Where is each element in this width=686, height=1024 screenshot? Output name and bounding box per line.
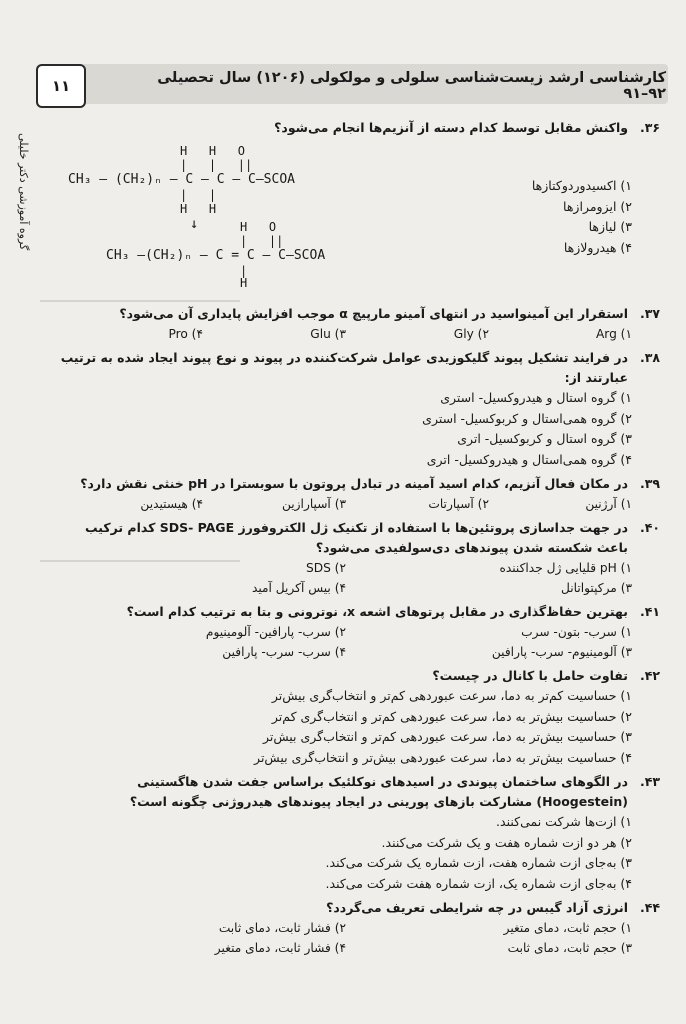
option: ۱) آرژنین [585,497,632,511]
question-number: ۴۰. [639,520,660,535]
option: ۳) گروه استال و کربوکسیل- اتری [457,431,632,446]
product-top-h: H O [240,220,277,234]
formula-main: CH₃ – (CH₂)ₙ – C – C – C–SCOA [68,172,295,187]
question-text: انرژی آزاد گیبس در چه شرایطی تعریف می‌گردد؟ [326,900,628,915]
options [60,494,660,514]
arrow-down-icon: ↓ [190,216,199,232]
option: ۴) فشار ثابت، دمای متغیر [214,941,346,955]
questions [60,118,660,962]
page-title: کارشناسی ارشد زیست‌شناسی سلولی و مولکولی (۱۲۰۶) سال تحصیلی ۹۲–۹۱ [157,70,666,102]
question-39 [60,474,660,514]
option: ۳) آسپارازین [282,497,346,511]
option: ۲) Gly [453,327,489,341]
option: ۳) مرکپتواتانل [561,581,632,595]
option: ۴) هیستیدین [140,497,203,511]
option: ۱) ازت‌ها شرکت نمی‌کنند. [496,814,632,829]
option: ۱) گروه استال و هیدروکسیل- استری [440,390,632,405]
question-number: ۴۴. [639,900,660,915]
question-text: در جهت جداسازی پروتئین‌ها با استفاده از تکنیک ژل الکتروفورز SDS- PAGE کدام ترکیب باعث شکسته شدن پیوندهای دی‌سولفیدی می‌شود؟ [84,520,628,555]
option: ۱) سرب- بتون- سرب [521,625,632,639]
question-41 [60,602,660,662]
option: ۳) آلومینیوم- سرب- پارافین [491,645,632,659]
option: ۱) Arg [595,327,632,341]
side-label: گروه آموزشی دکتر خلیلی [17,132,30,250]
option: ۲) سرب- پارافین- آلومینیوم [205,625,346,639]
question-text: بهترین حفاظ‌گذاری در مقابل پرتوهای اشعه x، نوترونی و بتا به ترتیب کدام است؟ [126,604,628,619]
option: ۲) فشار ثابت، دمای ثابت [218,921,346,935]
option: ۴) Pro [168,327,203,341]
option: ۴) حساسیت بیش‌تر به دما، سرعت عبوردهی بیش‌تر و انتخاب‌گری بیش‌تر [254,749,632,765]
options [60,686,660,768]
question-44 [60,898,660,958]
question-number: ۳۶. [639,120,660,135]
option: ۳) Glu [310,327,346,341]
option: ۴) به‌جای ازت شماره یک، ازت شماره هفت شرکت می‌کند. [325,875,632,891]
question-text: استقرار این آمینواسید در انتهای آمینو مارپیچ α موجب افزایش پایداری آن می‌شود؟ [119,306,628,321]
question-43 [60,772,660,894]
question-number: ۴۳. [639,774,660,789]
options [60,324,660,344]
product-bottom-h: H [240,276,248,290]
question-text: در فرایند تشکیل پیوند گلیکوزیدی عوامل شرکت‌کننده در پیوند و نوع پیوند ایجاد شده به ترتیب عبارتند از: [60,350,628,385]
option: ۲) هر دو ازت شماره هفت و یک شرکت می‌کنند. [381,834,632,850]
question-text: در مکان فعال آنزیم، کدام اسید آمینه در تبادل پروتون با سوبسترا در pH خنثی نقش دارد؟ [80,476,628,491]
options [60,388,660,470]
options [60,812,660,894]
question-number: ۴۱. [639,604,660,619]
options [60,176,660,258]
options [60,622,660,662]
question-text: در الگوهای ساختمان پیوندی در اسیدهای نوکلئیک براساس جفت شدن هاگستینی (Hoogestein) مشارکت بازهای پورینی در ایجاد پیوندهای هیدروژنی چگونه است؟ [129,774,628,809]
option: ۱) pH قلیایی ژل جداکننده [499,561,632,575]
question-number: ۴۲. [639,668,660,683]
question-text: تفاوت حامل با کانال در چیست؟ [432,668,628,683]
option: ۴) هیدرولازها [563,239,632,255]
option: ۳) لیازها [588,219,632,234]
question-42 [60,666,660,768]
formula-bottom-h: H H [180,202,217,216]
option: ۳) به‌جای ازت شماره هفت، ازت شماره یک شرکت می‌کند. [325,855,632,870]
options [60,918,660,958]
option: ۱) حجم ثابت، دمای متغیر [503,921,632,935]
product-main: CH₃ –(CH₂)ₙ – C = C – C–SCOA [106,248,326,263]
options [60,558,660,598]
option: ۴) بیس آکریل آمید [251,581,346,595]
option: ۱) اکسیدوردوکتازها [531,178,632,193]
question-number: ۳۷. [639,306,660,321]
option: ۲) SDS [305,561,346,575]
question-38 [60,348,660,470]
option: ۲) گروه همی‌استال و کربوکسیل- استری [422,410,632,426]
question-text: واکنش مقابل توسط کدام دسته از آنزیم‌ها انجام می‌شود؟ [274,120,628,135]
option: ۳) حجم ثابت، دمای ثابت [507,941,632,955]
option: ۲) حساسیت بیش‌تر به دما، سرعت عبوردهی کم‌تر و انتخاب‌گری کم‌تر [271,708,632,724]
formula-bottom-bonds: | | [180,188,217,202]
product-bottom-bond: | [240,264,248,278]
question-number: ۳۸. [639,350,660,365]
option: ۲) ایزومرازها [563,198,632,214]
option: ۲) آسپارتات [428,497,489,511]
option: ۴) سرب- سرب- پارافین [222,645,346,659]
question-number: ۳۹. [639,476,660,491]
option: ۳) حساسیت بیش‌تر به دما، سرعت عبوردهی کم‌تر و انتخاب‌گری بیش‌تر [262,729,632,744]
question-40 [60,518,660,598]
option: ۱) حساسیت کم‌تر به دما، سرعت عبوردهی کم‌تر و انتخاب‌گری بیش‌تر [271,688,632,703]
page-number: ۱۱ [36,64,86,108]
formula-top-h: H H O [180,144,246,158]
option: ۴) گروه همی‌استال و هیدروکسیل- اتری [426,451,632,467]
product-top-bonds: | || [240,234,284,248]
question-36 [60,118,660,300]
formula-top-bonds: | | || [180,158,253,172]
question-37 [60,304,660,344]
